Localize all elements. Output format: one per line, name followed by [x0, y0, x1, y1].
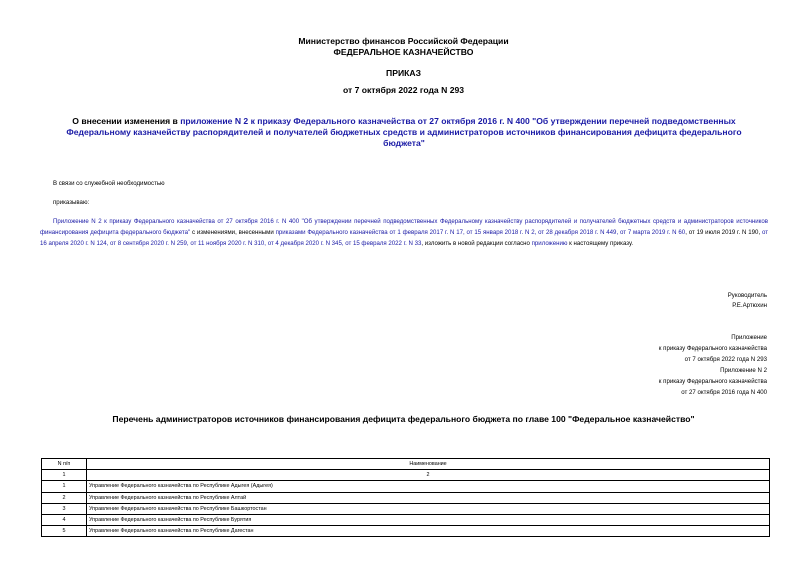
signature-name: Р.Е.Артюхин	[732, 302, 767, 309]
appendix-ref-line: от 27 октября 2016 года N 400	[681, 389, 767, 396]
row-name: Управление Федерального казначейства по Республике Башкортостан	[87, 503, 770, 514]
amendments-text-3: , изложить в новой редакции согласно	[421, 240, 532, 247]
column-index-1: 1	[42, 470, 87, 481]
amending-orders-link[interactable]: приказами Федерального казначейства от 1 февраля 2017 г. N 17, от 15 января 2018 г. N 2, от 28 декабря 2018 г. N 449, от 7 марта 2019 г. N 60	[275, 229, 686, 236]
appendix-ref-line: от 7 октября 2022 года N 293	[684, 356, 767, 363]
appendix-ref-line: Приложение	[731, 334, 767, 341]
row-number: 4	[42, 514, 87, 525]
appendix-ref-line: к приказу Федерального казначейства	[658, 378, 767, 385]
signature-position: Руководитель	[727, 292, 767, 299]
amendments-text-4: к настоящему приказу.	[567, 240, 634, 247]
order-appendix-link[interactable]: Приложение N 2 к приказу Федерального казначейства от 27 октября 2016 г. N 400 "Об утверждении перечней подведомственных Федеральному казначейству распорядителей и получателей бюджетных средств и администраторов источников финансирования дефицита федерального бюджета"	[40, 218, 768, 236]
row-name: Управление Федерального казначейства по Республике Адыгея (Адыгея)	[87, 481, 770, 492]
table-row	[42, 492, 770, 503]
document-date-number: от 7 октября 2022 года N 293	[342, 85, 465, 95]
amending-orders-link-2[interactable]: от 16 апреля 2020 г. N 124, от 8 сентября 2020 г. N 259, от 11 ноября 2020 г. N 310, от 4 декабря 2020 г. N 345, от 15 февраля 2022 г. N 33	[40, 229, 769, 247]
table-header-row	[42, 459, 770, 470]
table-row	[42, 503, 770, 514]
table-index-row	[42, 470, 770, 481]
column-index-2: 2	[87, 470, 770, 481]
row-name: Управление Федерального казначейства по Республике Дагестан	[87, 526, 770, 537]
table-row	[42, 514, 770, 525]
appendix-link[interactable]: приложению	[531, 240, 568, 247]
appendix-ref-line: к приказу Федерального казначейства	[658, 345, 767, 352]
body-paragraph-3	[40, 216, 768, 249]
row-name: Управление Федерального казначейства по Республике Бурятия	[87, 514, 770, 525]
row-number: 5	[42, 526, 87, 537]
document-title-link[interactable]: приложение N 2 к приказу Федерального казначейства от 27 октября 2016 г. N 400 "Об утверждении перечней подведомственных Федеральному казначейству распорядителей и получателей бюджетных средств и администраторов источников финансирования дефицита федерального бюджета"	[66, 116, 742, 148]
document-title-prefix: О внесении изменения в	[72, 116, 181, 126]
amendments-text-2: , от 19 июля 2019 г. N 190,	[685, 229, 762, 236]
list-title: Перечень администраторов источников финансирования дефицита федерального бюджета по главе 100 "Федеральное казначейство"	[112, 414, 695, 424]
body-paragraph-1: В связи со служебной необходимостью	[53, 180, 165, 187]
ministry-name: Министерство финансов Российской Федерации	[298, 36, 509, 46]
column-header-name: Наименование	[87, 459, 770, 470]
body-paragraph-2: приказываю:	[53, 199, 90, 206]
administrators-table	[41, 458, 770, 537]
row-number: 1	[42, 481, 87, 492]
column-header-number: N п/п	[42, 459, 87, 470]
row-number: 3	[42, 503, 87, 514]
document-title	[58, 116, 750, 149]
amendments-text: с изменениями, внесенными	[190, 229, 276, 236]
row-number: 2	[42, 492, 87, 503]
document-type: ПРИКАЗ	[386, 68, 421, 78]
appendix-ref-line: Приложение N 2	[720, 367, 767, 374]
appendix-reference	[659, 332, 767, 398]
row-name: Управление Федерального казначейства по Республике Алтай	[87, 492, 770, 503]
table-row	[42, 481, 770, 492]
table-row	[42, 526, 770, 537]
treasury-name: ФЕДЕРАЛЬНОЕ КАЗНАЧЕЙСТВО	[333, 47, 474, 57]
